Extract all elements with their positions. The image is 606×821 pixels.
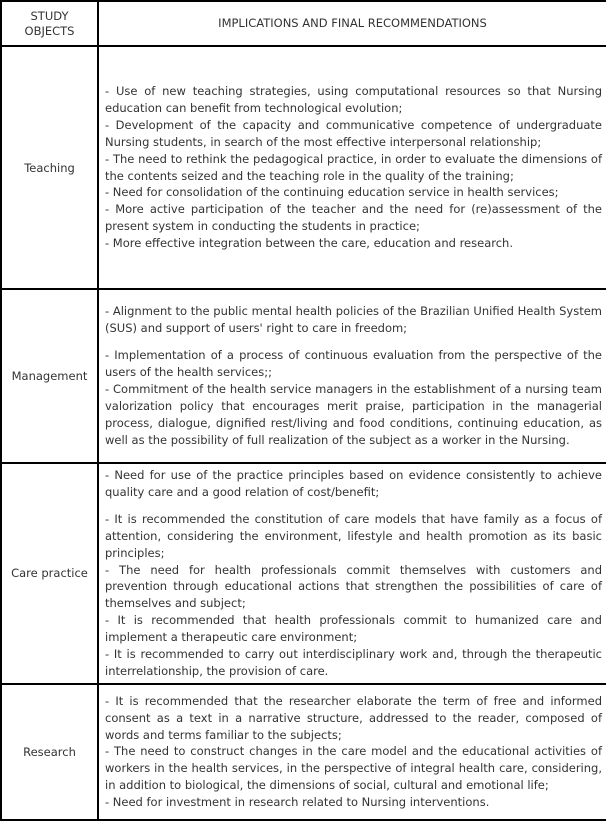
table-row: [1, 289, 606, 463]
table-row: [1, 463, 606, 684]
recommendations-cell: [98, 289, 606, 463]
study-object-cell: [1, 46, 98, 289]
recommendation-item: - It is recommended that the researcher elaborate the term of free and informed consent as a text in a narrative structure, addressed to the reader, composed of words and terms familiar to the subjects;: [105, 693, 602, 742]
recommendation-item: - More active participation of the teacher and the need for (re)assessment of the present system in conducting the students in practice;: [105, 202, 602, 234]
recommendation-item: - Implementation of a process of continuous evaluation from the perspective of the users of the health services;;: [105, 348, 602, 380]
header-implications: IMPLICATIONS AND FINAL RECOMMENDATIONS: [98, 1, 606, 46]
study-object-cell: [1, 289, 98, 463]
recommendations-cell: [98, 463, 606, 684]
table-row: [1, 684, 606, 820]
study-object-label: Management: [11, 369, 88, 383]
study-object-cell: [1, 463, 98, 684]
recommendation-item: - It is recommended to carry out interdisciplinary work and, through the therapeutic interrelationship, the provision of care.: [105, 647, 602, 678]
header-study-objects: STUDY OBJECTS: [1, 1, 98, 46]
table-row: [1, 46, 606, 289]
header-row: [1, 1, 606, 46]
recommendation-item: - The need for health professionals commit themselves with customers and prevention through educational actions that strengthen the possibilities of care of themselves and subject;: [105, 562, 602, 611]
recommendation-item: - More effective integration between the care, education and research.: [105, 236, 513, 251]
study-object-label: Care practice: [11, 566, 88, 581]
recommendations-cell: [98, 46, 606, 289]
table-header: [1, 1, 606, 46]
recommendation-item: - The need to rethink the pedagogical practice, in order to evaluate the dimensions of the contents seized and the teaching role in the quality of the training;: [105, 151, 602, 183]
recommendations-cell: [98, 684, 606, 820]
recommendation-item: - Use of new teaching strategies, using computational resources so that Nursing education can benefit from technological evolution;: [105, 83, 602, 115]
recommendation-item: - It is recommended that health professionals commit to humanized care and implement a therapeutic care environment;: [105, 613, 602, 645]
recommendation-item: - The need to construct changes in the care model and the educational activities of workers in the health services, in the perspective of integral health care, considering, in addition to biological, the dimensions of social, cultural and emotional life;: [105, 744, 602, 793]
table-body: [1, 46, 606, 820]
study-object-label: Research: [23, 744, 76, 759]
recommendation-item: - It is recommended the constitution of care models that have family as a focus of attention, considering the environment, lifestyle and health promotion as its basic principles;: [105, 511, 602, 560]
recommendation-item: - Need for investment in research related to Nursing interventions.: [105, 795, 490, 810]
recommendation-item: - Commitment of the health service managers in the establishment of a nursing team valorization policy that encourages merit praise, participation in the managerial process, dialogue, dignified rest/living and food conditions, continuing education, as well as the possibility of full realization of the subject as a worker in the Nursing.: [105, 382, 602, 447]
recommendation-item: - Alignment to the public mental health policies of the Brazilian Unified Health System (SUS) and support of users' right to care in freedom;: [105, 304, 602, 336]
study-object-cell: [1, 684, 98, 820]
recommendation-item: - Development of the capacity and communicative competence of undergraduate Nursing students, in search of the most effective interpersonal relationship;: [105, 117, 602, 149]
recommendation-item: - Need for consolidation of the continuing education service in health services;: [105, 185, 559, 200]
study-object-label: Teaching: [24, 160, 75, 175]
recommendation-item: - Need for use of the practice principles based on evidence consistently to achieve quality care and a good relation of cost/benefit;: [105, 468, 602, 499]
